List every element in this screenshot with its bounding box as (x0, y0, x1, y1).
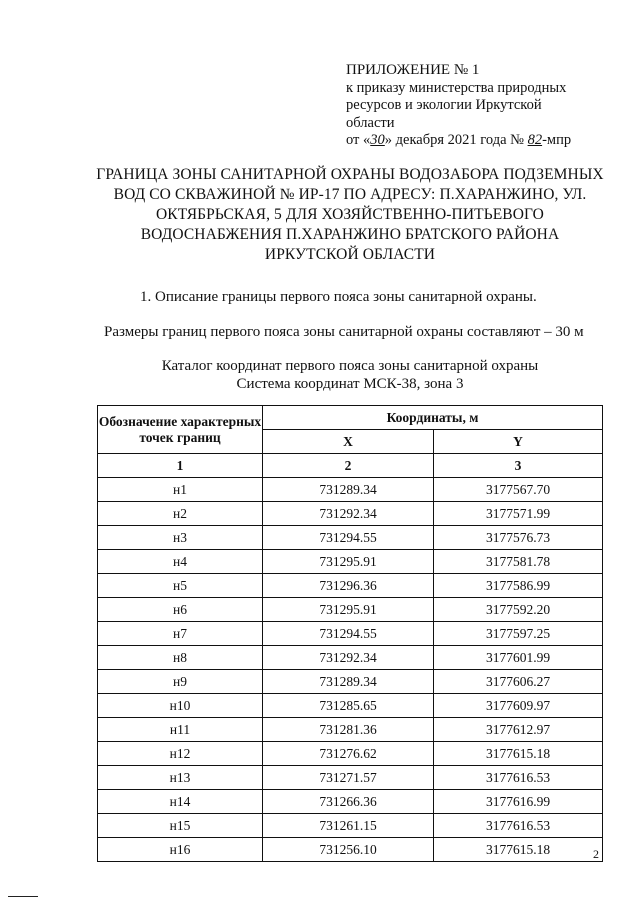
x-cell: 731281.36 (263, 718, 434, 742)
catalog-line-1: Каталог координат первого пояса зоны санитарной охраны (161, 358, 539, 374)
y-cell: 3177609.97 (434, 694, 603, 718)
point-cell: н3 (98, 526, 263, 550)
y-cell: 3177601.99 (434, 646, 603, 670)
x-cell: 731296.36 (263, 574, 434, 598)
y-cell: 3177615.18 (434, 742, 603, 766)
point-cell: н10 (98, 694, 263, 718)
section-heading: 1. Описание границы первого пояса зоны санитарной охраны. (140, 289, 537, 305)
y-cell: 3177592.20 (434, 598, 603, 622)
appendix-line-2: ресурсов и экологии Иркутской (346, 97, 542, 113)
point-cell: н8 (98, 646, 263, 670)
x-cell: 731295.91 (263, 550, 434, 574)
point-cell: н4 (98, 550, 263, 574)
table-row (98, 790, 603, 814)
header-y: Y (434, 430, 603, 454)
sizes-text: Размеры границ первого пояса зоны санитарной охраны составляют – 30 м (104, 324, 584, 340)
point-cell: н11 (98, 718, 263, 742)
x-cell: 731271.57 (263, 766, 434, 790)
x-cell: 731294.55 (263, 526, 434, 550)
page-number: 2 (593, 847, 599, 861)
x-cell: 731292.34 (263, 646, 434, 670)
point-cell: н15 (98, 814, 263, 838)
point-cell: н7 (98, 622, 263, 646)
order-number: 82 (527, 132, 543, 148)
table-row (98, 646, 603, 670)
column-number: 1 (98, 454, 263, 478)
x-cell: 731261.15 (263, 814, 434, 838)
title-line: ВОД СО СКВАЖИНОЙ № ИР-17 ПО АДРЕСУ: П.ХАРАНЖИНО, УЛ. (113, 186, 587, 203)
y-cell: 3177576.73 (434, 526, 603, 550)
x-cell: 731292.34 (263, 502, 434, 526)
table-row (98, 526, 603, 550)
column-number: 3 (434, 454, 603, 478)
header-points: Обозначение характерных точек границ (98, 406, 263, 454)
x-cell: 731276.62 (263, 742, 434, 766)
table-row (98, 622, 603, 646)
coordinates-table (97, 405, 603, 862)
point-cell: н16 (98, 838, 263, 862)
table-row (98, 574, 603, 598)
appendix-title: ПРИЛОЖЕНИЕ № 1 (346, 62, 480, 78)
order-suffix: -мпр (542, 132, 572, 148)
y-cell: 3177616.99 (434, 790, 603, 814)
table-body (98, 478, 603, 862)
table-row (98, 670, 603, 694)
catalog-line-2: Система координат МСК-38, зона 3 (236, 376, 464, 392)
title-line: ОКТЯБРЬСКАЯ, 5 ДЛЯ ХОЗЯЙСТВЕННО-ПИТЬЕВОГО (156, 206, 544, 223)
appendix-line-3: области (346, 114, 395, 131)
catalog-caption (140, 357, 560, 393)
x-cell: 731294.55 (263, 622, 434, 646)
x-cell: 731285.65 (263, 694, 434, 718)
table-row (98, 766, 603, 790)
header-coordinates: Координаты, м (263, 406, 603, 430)
point-cell: н12 (98, 742, 263, 766)
point-cell: н14 (98, 790, 263, 814)
y-cell: 3177571.99 (434, 502, 603, 526)
date-prefix: от « (346, 132, 371, 148)
x-cell: 731295.91 (263, 598, 434, 622)
title-line: ИРКУТСКОЙ ОБЛАСТИ (264, 246, 436, 263)
point-cell: н1 (98, 478, 263, 502)
table-row (98, 478, 603, 502)
point-cell: н6 (98, 598, 263, 622)
y-cell: 3177616.53 (434, 814, 603, 838)
y-cell: 3177581.78 (434, 550, 603, 574)
table-row (98, 598, 603, 622)
y-cell: 3177616.53 (434, 766, 603, 790)
point-cell: н13 (98, 766, 263, 790)
date-day: 30 (370, 132, 385, 148)
y-cell: 3177567.70 (434, 478, 603, 502)
y-cell: 3177612.97 (434, 718, 603, 742)
x-cell: 731289.34 (263, 478, 434, 502)
appendix-line-1: к приказу министерства природных (346, 79, 567, 96)
x-cell: 731256.10 (263, 838, 434, 862)
point-cell: н5 (98, 574, 263, 598)
y-cell: 3177606.27 (434, 670, 603, 694)
table-row (98, 838, 603, 862)
table-row (98, 718, 603, 742)
point-cell: н9 (98, 670, 263, 694)
title-line: ГРАНИЦА ЗОНЫ САНИТАРНОЙ ОХРАНЫ ВОДОЗАБОРА ПОДЗЕМНЫХ (96, 166, 604, 183)
point-cell: н2 (98, 502, 263, 526)
x-cell: 731266.36 (263, 790, 434, 814)
appendix-block (346, 62, 606, 150)
date-mid: » декабря 2021 года № (384, 132, 524, 148)
y-cell: 3177586.99 (434, 574, 603, 598)
table-row (98, 742, 603, 766)
appendix-date-line (346, 132, 606, 150)
x-cell: 731289.34 (263, 670, 434, 694)
table-row (98, 694, 603, 718)
title-line: ВОДОСНАБЖЕНИЯ П.ХАРАНЖИНО БРАТСКОГО РАЙОНА (140, 226, 560, 243)
edge-mark (8, 896, 38, 897)
table-row (98, 814, 603, 838)
y-cell: 3177615.18 (434, 838, 603, 862)
document-title (90, 165, 610, 265)
table-row (98, 502, 603, 526)
y-cell: 3177597.25 (434, 622, 603, 646)
column-number: 2 (263, 454, 434, 478)
table-row (98, 550, 603, 574)
header-x: X (263, 430, 434, 454)
